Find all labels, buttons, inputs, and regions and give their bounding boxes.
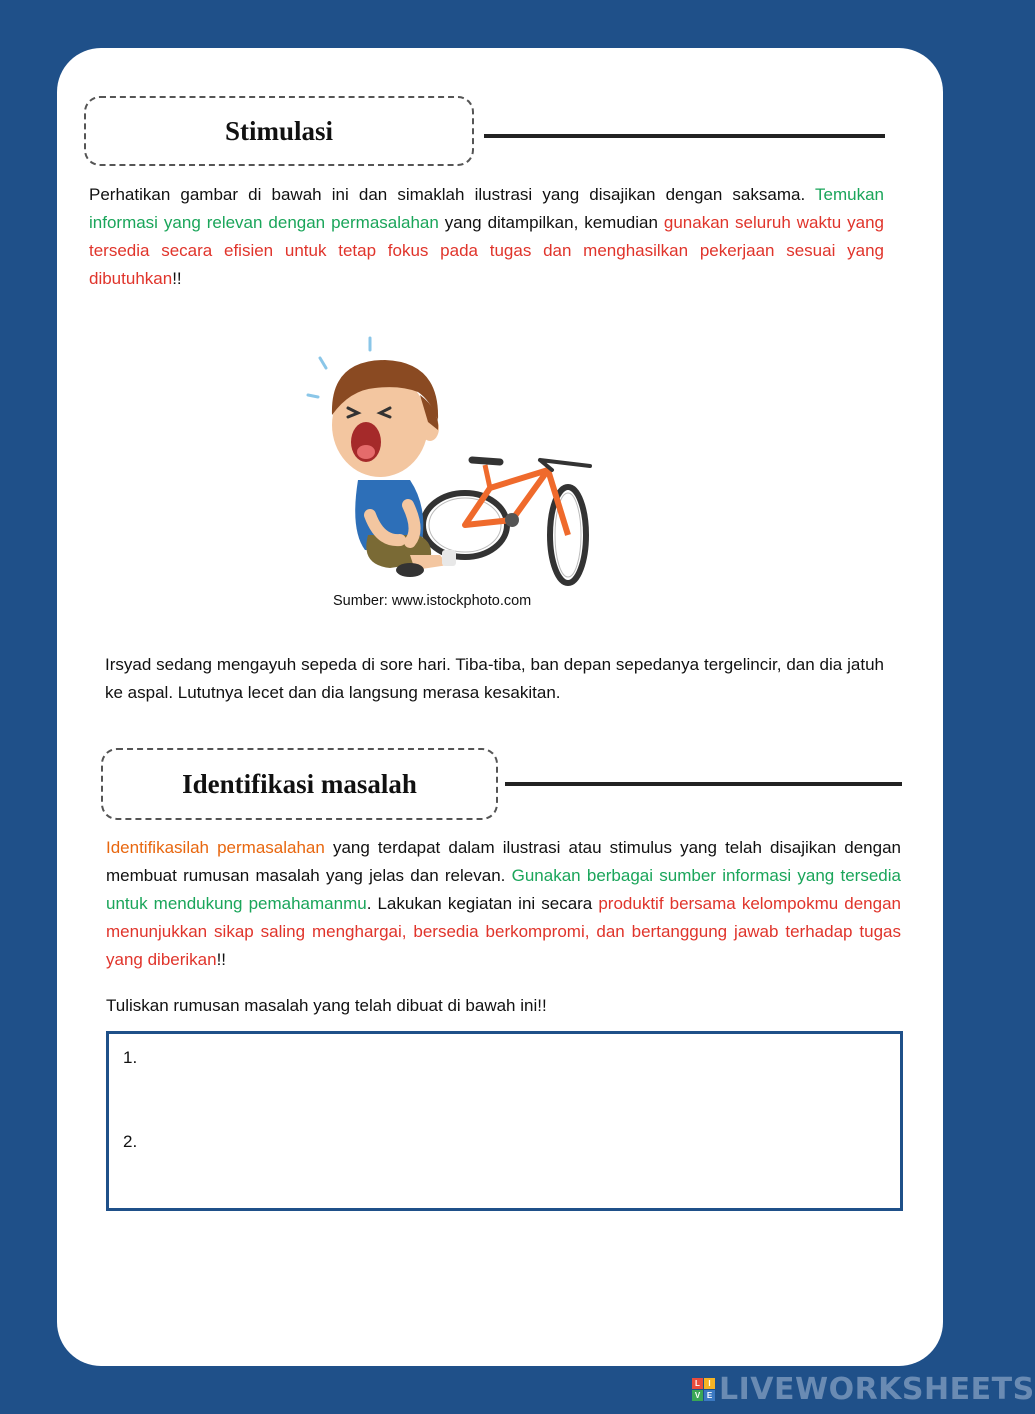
answer-item-1: 1. (123, 1048, 138, 1067)
identifikasi-intro-text-1: yang terdapat dalam ilustrasi atau stimulus yang telah disajikan dengan membuat rumusan masalah yang jelas dan relevan. (106, 838, 901, 885)
identifikasi-heading-rule (505, 782, 902, 786)
liveworksheets-text: LIVEWORKSHEETS (719, 1371, 1035, 1407)
story-paragraph: Irsyad sedang mengayuh sepeda di sore hari. Tiba-tiba, ban depan sepedanya tergelincir, dan dia jatuh ke aspal. Lututnya lecet dan dia langsung merasa kesakitan. (105, 655, 884, 702)
stimulasi-intro (89, 181, 884, 293)
identifikasi-intro-orange: Identifikasilah permasalahan (106, 838, 325, 857)
logo-letter-v: V (692, 1390, 703, 1401)
image-caption: Sumber: www.istockphoto.com (333, 593, 532, 609)
liveworksheets-logo-icon (692, 1378, 715, 1401)
stimulasi-intro-green: Temukan informasi yang relevan dengan permasalahan (89, 185, 884, 232)
stimulasi-intro-text-2: yang ditampilkan, kemudian (438, 213, 664, 232)
stimulasi-heading-box (84, 96, 474, 166)
identifikasi-intro-green: Gunakan berbagai sumber informasi yang tersedia untuk mendukung pemahamanmu (106, 866, 901, 913)
answer-instruction: Tuliskan rumusan masalah yang telah dibuat di bawah ini!! (106, 996, 547, 1015)
identifikasi-intro-red: produktif bersama kelompokmu dengan menunjukkan sikap saling menghargai, bersedia berkompromi, dan bertanggung jawab terhadap tugas yang diberikan (106, 894, 901, 969)
stimulasi-intro-text-1: Perhatikan gambar di bawah ini dan simaklah ilustrasi yang disajikan dengan saksama. (89, 185, 816, 204)
answer-item-2: 2. (123, 1132, 138, 1151)
identifikasi-intro-text-2: . Lakukan kegiatan ini secara (366, 894, 599, 913)
boy-fallen-bicycle-illustration (290, 330, 600, 590)
stimulasi-heading-rule (484, 134, 885, 138)
identifikasi-intro-text-3: !! (216, 950, 227, 969)
answer-box[interactable] (106, 1031, 903, 1211)
identifikasi-intro (106, 834, 901, 974)
stimulasi-title: Stimulasi (224, 115, 334, 146)
stimulasi-intro-red: gunakan seluruh waktu yang tersedia secara efisien untuk tetap fokus pada tugas dan menghasilkan pekerjaan sesuai yang dibutuhkan (89, 213, 884, 288)
identifikasi-title: Identifikasi masalah (182, 768, 417, 799)
logo-letter-e: E (704, 1390, 715, 1401)
stimulasi-intro-text-3: !! (172, 269, 182, 288)
logo-letter-i: I (704, 1378, 715, 1389)
identifikasi-heading-box (101, 748, 498, 820)
liveworksheets-brand (692, 1371, 1035, 1407)
logo-letter-l: L (692, 1378, 703, 1389)
